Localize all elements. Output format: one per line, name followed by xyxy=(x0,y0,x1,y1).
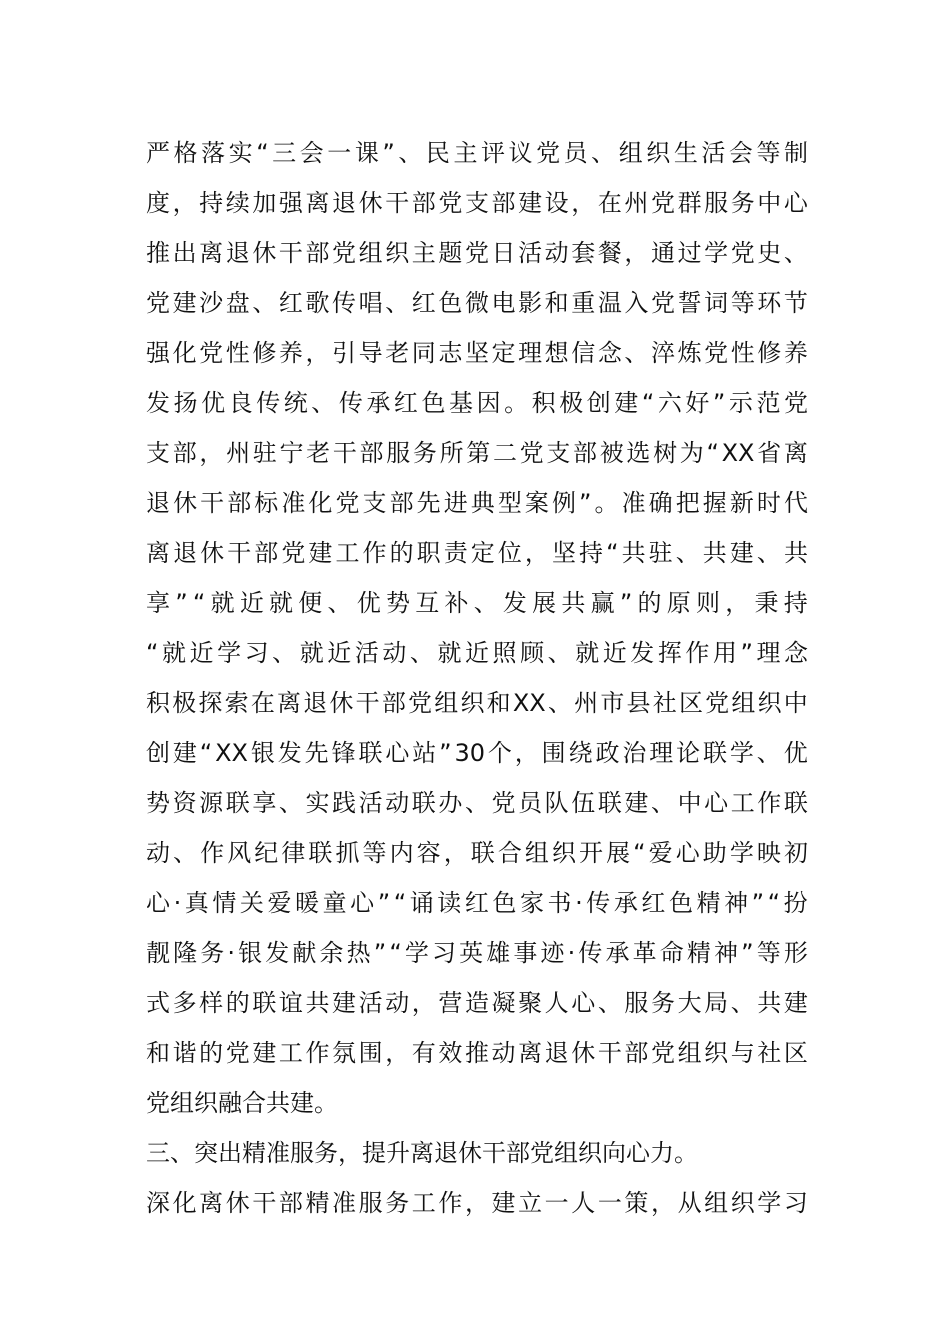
text-line: 心 · 真 情 关 爱 暖 童 心 ” “ 诵 读 红 色 家 书 · 传 承 红 色 精 神 ” “ 扮 xyxy=(146,889,808,917)
text-line: 靓 隆 务 · 银 发 献 余 热 ” “ 学 习 英 雄 事 迹 · 传 承 革 命 精 神 ” 等 形 xyxy=(146,939,808,967)
text-line: 党组织融合共建。 xyxy=(146,1089,338,1117)
text-line: 动 、 作 风 纪 律 联 抓 等 内 容 ， 联 合 组 织 开 展 “ 爱 心 助 学 映 初 xyxy=(146,839,808,867)
text-line: 度 ， 持 续 加 强 离 退 休 干 部 党 支 部 建 设 ， 在 州 党 群 服 务 中 心 xyxy=(146,189,808,217)
text-line: “ 就 近 学 习 、 就 近 活 动 、 就 近 照 顾 、 就 近 发 挥 作 用 ” 理 念 xyxy=(146,639,808,667)
text-line: 式 多 样 的 联 谊 共 建 活 动 ， 营 造 凝 聚 人 心 、 服 务 大 局 、 共 建 xyxy=(146,989,808,1017)
text-line: 深 化 离 休 干 部 精 准 服 务 工 作 ， 建 立 一 人 一 策 ， 从 组 织 学 习 xyxy=(146,1189,808,1217)
text-line: 党 建 沙 盘 、 红 歌 传 唱 、 红 色 微 电 影 和 重 温 入 党 誓 词 等 环 节 xyxy=(146,289,808,317)
text-line: 支 部 ， 州 驻 宁 老 干 部 服 务 所 第 二 党 支 部 被 选 树 为 “ XX 省 离 xyxy=(146,439,808,467)
text-line: 和 谐 的 党 建 工 作 氛 围 ， 有 效 推 动 离 退 休 干 部 党 组 织 与 社 区 xyxy=(146,1039,808,1067)
text-line: 强 化 党 性 修 养 ， 引 导 老 同 志 坚 定 理 想 信 念 、 淬 炼 党 性 修 养 xyxy=(146,339,808,367)
text-line: 离 退 休 干 部 党 建 工 作 的 职 责 定 位 ， 坚 持 “ 共 驻 、 共 建 、 共 xyxy=(146,539,808,567)
text-line: 势 资 源 联 享 、 实 践 活 动 联 办 、 党 员 队 伍 联 建 、 中 心 工 作 联 xyxy=(146,789,808,817)
document-body xyxy=(146,128,808,1228)
text-line: 推 出 离 退 休 干 部 党 组 织 主 题 党 日 活 动 套 餐 ， 通 过 学 党 史 、 xyxy=(146,239,808,267)
text-line: 严 格 落 实 “ 三 会 一 课 ” 、 民 主 评 议 党 员 、 组 织 生 活 会 等 制 xyxy=(146,139,808,167)
section-heading: 三、突出精准服务，提升离退休干部党组织向心力。 xyxy=(146,1139,698,1167)
text-line: 发 扬 优 良 传 统 、 传 承 红 色 基 因 。 积 极 创 建 “ 六 好 ” 示 范 党 xyxy=(146,389,808,417)
text-line: 退 休 干 部 标 准 化 党 支 部 先 进 典 型 案 例 ” 。 准 确 把 握 新 时 代 xyxy=(146,489,808,517)
text-line: 享 ” “ 就 近 就 便 、 优 势 互 补 、 发 展 共 赢 ” 的 原 则 ， 秉 持 xyxy=(146,589,808,617)
text-line: 积 极 探 索 在 离 退 休 干 部 党 组 织 和 XX 、 州 市 县 社 区 党 组 织 中 xyxy=(146,689,808,717)
text-line: 创 建 “ XX 银 发 先 锋 联 心 站 ” 30 个 ， 围 绕 政 治 理 论 联 学 、 优 xyxy=(146,739,808,767)
